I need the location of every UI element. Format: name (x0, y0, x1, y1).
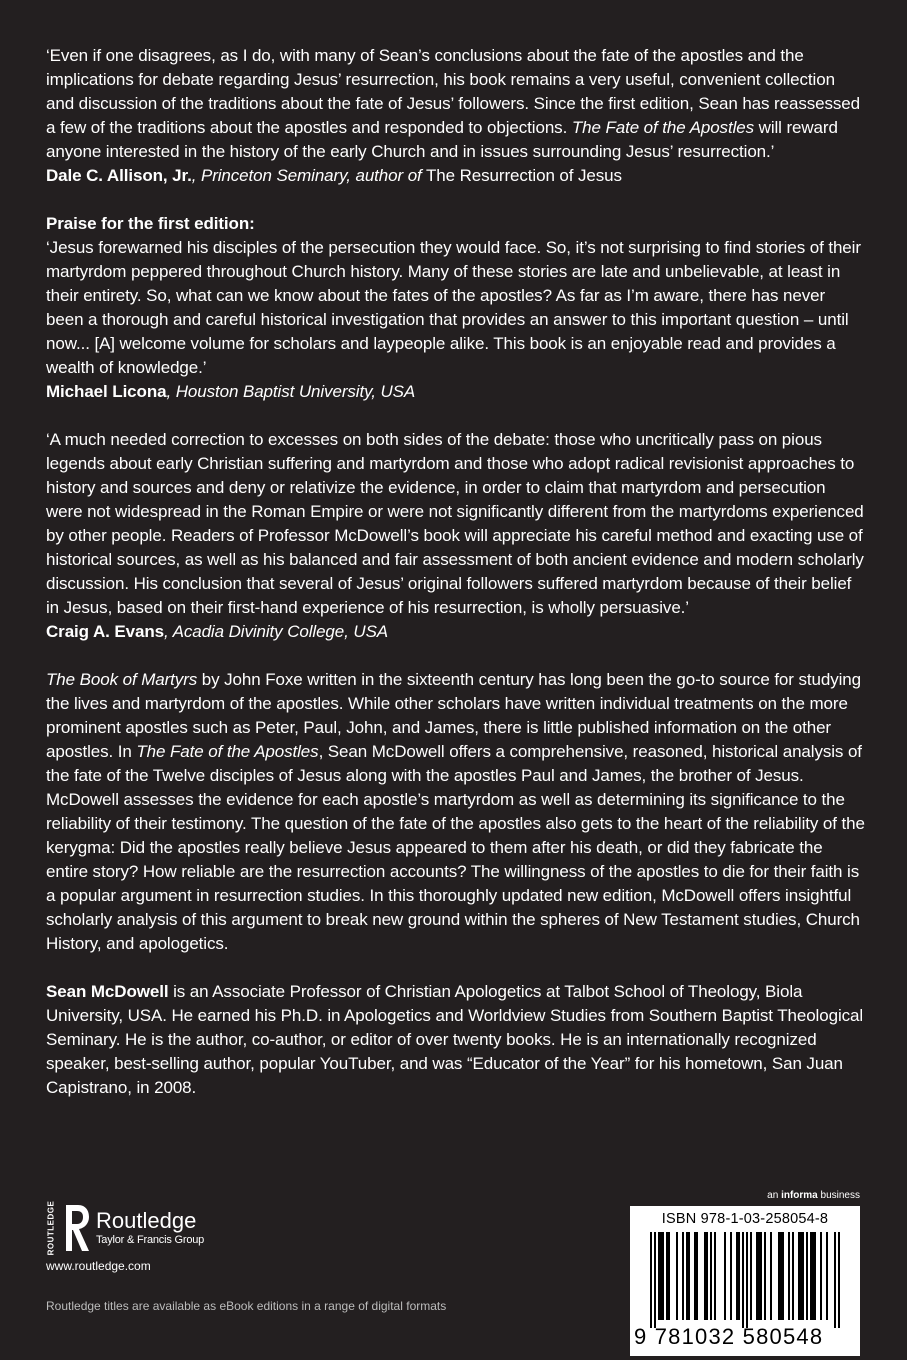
informa-prefix: an (767, 1190, 782, 1201)
barcode-bar (758, 1232, 760, 1320)
barcode-bar (838, 1232, 840, 1328)
ebook-note: Routledge titles are available as eBook editions in a range of digital formats (46, 1299, 447, 1313)
bio-author-name: Sean McDowell (46, 982, 169, 1001)
barcode-bar (778, 1232, 780, 1320)
barcode-bar (736, 1232, 738, 1320)
barcode-bar (770, 1232, 772, 1320)
barcode-bar (792, 1232, 794, 1320)
barcode-bar (682, 1232, 684, 1320)
barcode-bar (714, 1232, 716, 1320)
logo-vertical-text: ROUTLEDGE (46, 1200, 56, 1256)
description-text (46, 668, 866, 956)
barcode-bar (694, 1232, 696, 1320)
book-description (46, 668, 866, 956)
quote-text: ‘Jesus forewarned his disciples of the persecution they would face. So, it’s not surprising to find stories of their martyrdom peppered throughout Church history. Many of these stories are late and unbelievable, at least in their entirety. So, what can we know about the fates of the apostles? As far as I’m aware, there has never been a thorough and careful historical investigation that provides an answer to this important question – until now... [A] welcome volume for scholars and laypeople alike. This book is an enjoyable read and provides a wealth of knowledge.’ (46, 238, 861, 377)
barcode-bar (788, 1232, 790, 1320)
barcode-bar (742, 1232, 744, 1328)
quote-affiliation: , Acadia Divinity College, USA (163, 622, 389, 641)
barcode-bar (798, 1232, 800, 1320)
informa-tagline (630, 1190, 860, 1202)
barcode-bar (826, 1232, 828, 1320)
barcode-bar (650, 1232, 652, 1328)
routledge-r-icon (64, 1203, 90, 1253)
quote-author: Dale C. Allison, Jr. (46, 166, 192, 185)
quote-author: Craig A. Evans (46, 622, 164, 641)
bio-text (46, 980, 866, 1100)
quote-text-part: will reward anyone interested in the history of the early Church and in issues surrounding Jesus’ resurrection.’ (46, 118, 838, 161)
barcode-bar (660, 1232, 662, 1320)
informa-brand: informa (781, 1190, 818, 1201)
quote-affiliation: , Houston Baptist University, USA (166, 382, 416, 401)
barcode-bar (806, 1232, 808, 1320)
barcode-bar (710, 1232, 712, 1320)
quote-text-part: ‘Even if one disagrees, as I do, with many of Sean’s conclusions about the fate of the apostles and the implications for debate regarding Jesus’ resurrection, his book remains a very useful, convenient collection and discussion of the traditions about the fate of Jesus’ followers. Since the first edition, Sean has reassessed a few of the traditions about the apostles and responded to objections. (46, 46, 860, 137)
isbn-label: ISBN 978-1-03-258054-8 (661, 1211, 829, 1227)
barcode-bar (756, 1232, 758, 1320)
back-cover-text (46, 44, 866, 1124)
logo-wordmark (96, 1209, 204, 1247)
barcode-bar (802, 1232, 804, 1320)
quote-text (46, 44, 866, 164)
barcode-bar (814, 1232, 816, 1320)
barcode-bar (676, 1232, 678, 1320)
publisher-footer (44, 1200, 205, 1256)
bio-text-part: is an Associate Professor of Christian Apologetics at Talbot School of Theology, Biola University, USA. He earned his Ph.D. in Apologetics and Worldview Studies from Southern Baptist Theological Seminary. He is the author, co-author, or editor of over twenty books. He is an internationally recognized speaker, best-selling author, popular YouTuber, and was “Educator of the Year” for his hometown, San Juan Capistrano, in 2008. (46, 982, 864, 1097)
publisher-name: Routledge (96, 1208, 197, 1233)
quote-text: ‘A much needed correction to excesses on both sides of the debate: those who uncritically pass on pious legends about early Christian suffering and martyrdom and those who adopt radical revisionist approaches to history and sources and deny or relativize the evidence, in order to claim that martyrdom and persecution were not widespread in the Roman Empire or were not significantly different from the martyrdoms experienced by other people. Readers of Professor McDowell’s book will appreciate his careful method and exacting use of historical sources, as well as his balanced and fair assessment of both ancient evidence and modern scholarly discussion. His conclusion that several of Jesus’ original followers suffered martyrdom because of their belief in Jesus, based on their first-hand experience of his resurrection, is wholly persuasive.’ (46, 430, 864, 617)
barcode-bar (668, 1232, 670, 1320)
quote-affiliation: , Princeton Seminary, author of (191, 166, 422, 185)
barcode-bar (800, 1232, 802, 1320)
barcode-bar (746, 1232, 748, 1328)
quote-book-title: The Fate of the Apostles (571, 118, 755, 137)
quote-evans (46, 428, 866, 644)
isbn-digits: 9 781032 580548 (634, 1324, 824, 1349)
barcode-bar (750, 1232, 752, 1320)
logo-vertical-wordmark (44, 1200, 58, 1256)
barcode-bar (688, 1232, 690, 1320)
barcode-bar (654, 1232, 656, 1328)
description-title-ref: The Fate of the Apostles (136, 742, 319, 761)
quote-author-book: The Resurrection of Jesus (421, 166, 622, 185)
publisher-group: Taylor & Francis Group (96, 1234, 205, 1246)
barcode-bar (834, 1232, 836, 1328)
barcode-bar (706, 1232, 708, 1320)
barcode-bar (662, 1232, 664, 1320)
quote-attribution (46, 164, 866, 188)
barcode-bar (782, 1232, 784, 1320)
quote-allison (46, 44, 866, 188)
quote-licona (46, 212, 866, 404)
barcode-bar (696, 1232, 698, 1320)
quote-attribution (46, 380, 866, 404)
informa-suffix: business (817, 1190, 860, 1201)
barcode-icon (644, 1232, 846, 1328)
barcode-bar (810, 1232, 812, 1320)
routledge-logo (44, 1200, 205, 1256)
publisher-website[interactable]: www.routledge.com (46, 1259, 151, 1273)
description-text-part: by John Foxe written in the sixteenth century has long been the go-to source for studying the lives and martyrdom of the apostles. While other scholars have written individual treatments on the more prominent apostles such as Peter, Paul, John, and James, there is little published information on the other apostles. In (46, 670, 861, 761)
barcode-bar (658, 1232, 660, 1320)
barcode-bar (760, 1232, 762, 1320)
barcode-bar (704, 1232, 706, 1320)
barcode-bar (738, 1232, 740, 1320)
quote-attribution (46, 620, 866, 644)
author-bio (46, 980, 866, 1100)
quote-author: Michael Licona (46, 382, 167, 401)
barcode-bar (730, 1232, 732, 1320)
praise-heading: Praise for the first edition: (46, 214, 255, 233)
barcode-bar (764, 1232, 766, 1320)
barcode-bar (812, 1232, 814, 1320)
barcode-bar (724, 1232, 726, 1320)
barcode-bar (820, 1232, 822, 1320)
barcode-bar (780, 1232, 782, 1320)
barcode-bar (666, 1232, 668, 1320)
barcode-area (630, 1190, 860, 1356)
description-title-ref: The Book of Martyrs (46, 670, 198, 689)
isbn-barcode (630, 1206, 860, 1356)
description-text-part: , Sean McDowell offers a comprehensive, reasoned, historical analysis of the fate of the Twelve disciples of Jesus along with the apostles Paul and James, the brother of Jesus. McDowell assesses the evidence for each apostle’s martyrdom as well as determining its significance to the reliability of their testimony. The question of the fate of the apostles also gets to the heart of the reliability of the kerygma: Did the apostles really believe Jesus appeared to them after his death, or did they fabricate the entire story? How reliable are the resurrection accounts? The willingness of the apostles to die for their faith is a popular argument in resurrection studies. In this thoroughly updated new edition, McDowell offers insightful scholarly analysis of this argument to break new ground within the spheres of New Testament studies, Church History, and apologetics. (46, 742, 865, 953)
barcode-bar (686, 1232, 688, 1320)
